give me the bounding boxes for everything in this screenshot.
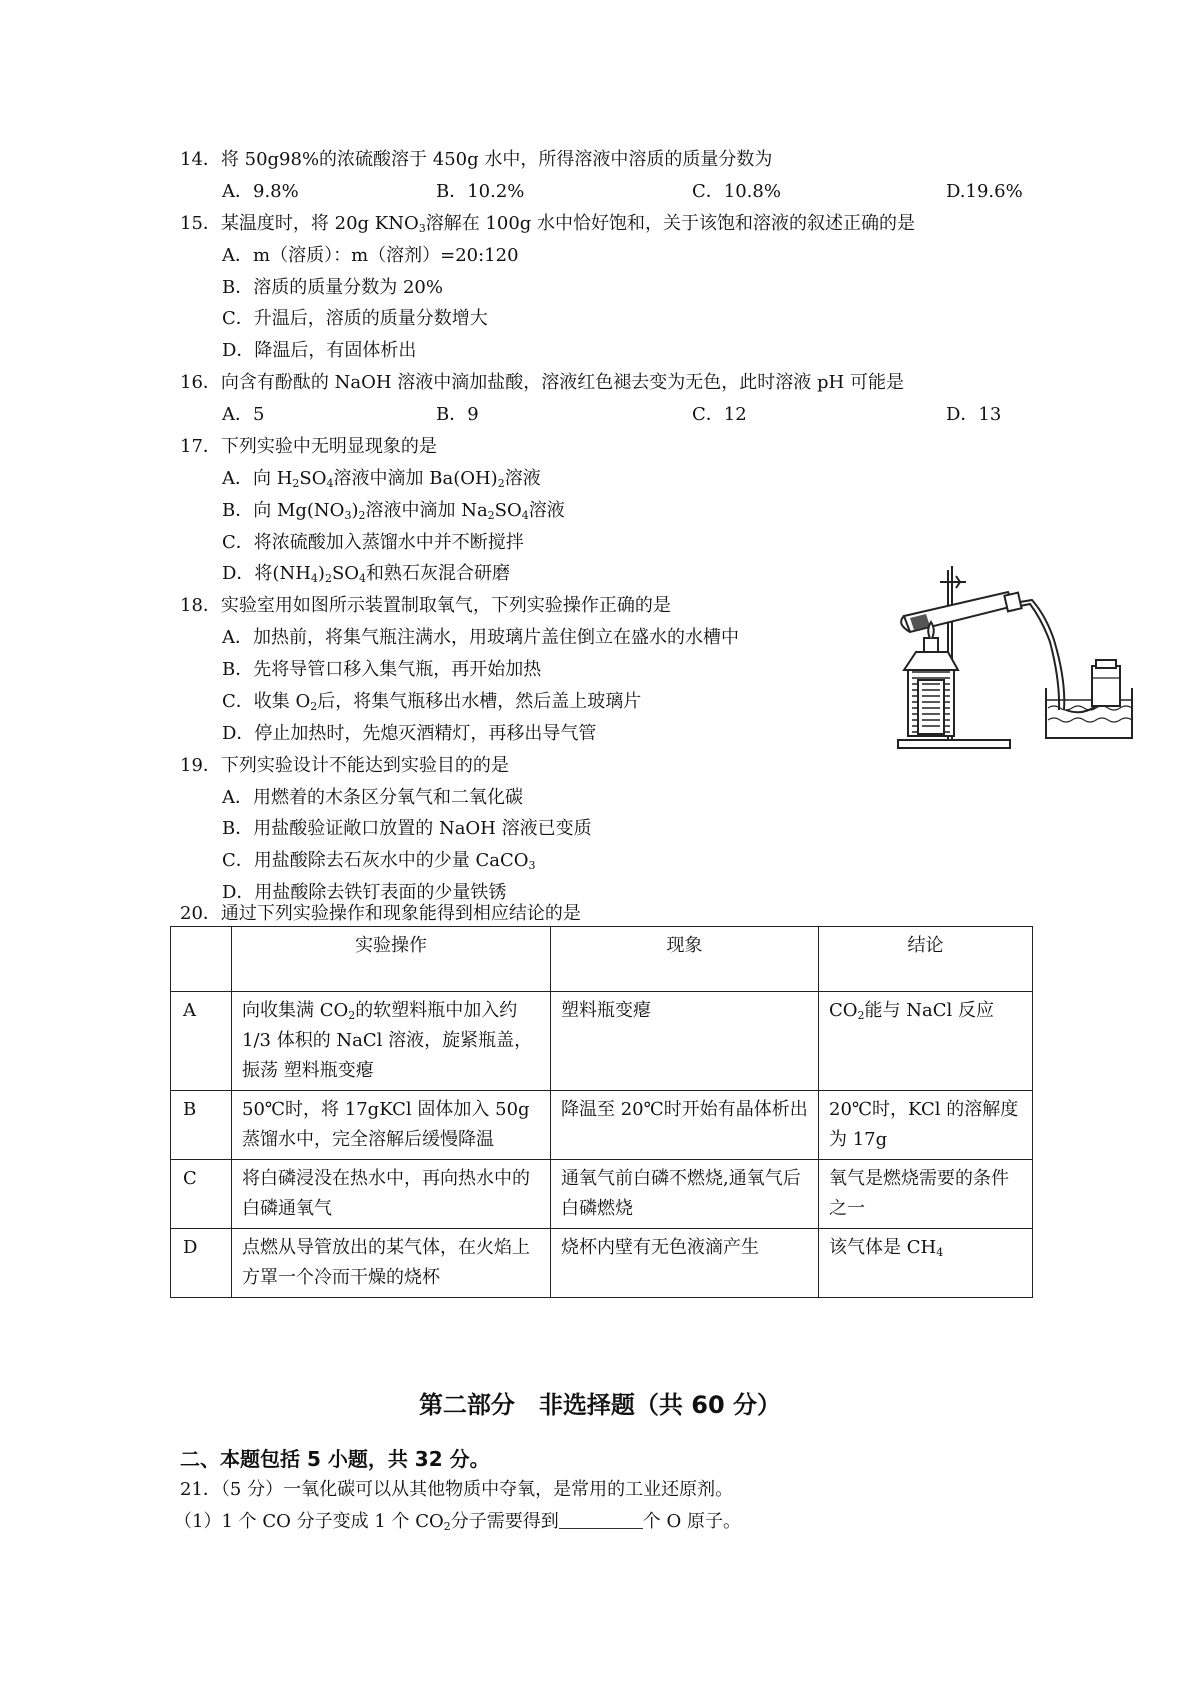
q18-option-c: C．收集 $O_2$后，将集气瓶移出水槽，然后盖上玻璃片 — [222, 691, 642, 713]
table-header-row — [171, 927, 1033, 992]
row-label: C — [171, 1160, 232, 1229]
answer-blank[interactable] — [559, 1510, 643, 1529]
row-phenomenon: 烧杯内壁有无色液滴产生 — [551, 1229, 819, 1298]
q17-option-c: C．将浓硫酸加入蒸馏水中并不断搅拌 — [222, 532, 524, 553]
table-row — [171, 1229, 1033, 1298]
table-header-conclusion: 结论 — [819, 927, 1033, 992]
row-label: D — [171, 1229, 232, 1298]
part2-title: 第二部分 非选择题（共 60 分） — [418, 1391, 782, 1419]
q19-option-c: C．用盐酸除去石灰水中的少量 CaCO$_3$ — [222, 850, 536, 872]
q18-option-d: D．停止加热时，先熄灭酒精灯，再移出导气管 — [222, 723, 597, 744]
q15-option-a: A．m（溶质）：m（溶剂）=20:120 — [222, 245, 519, 266]
q20-stem: 20．通过下列实验操作和现象能得到相应结论的是 — [180, 903, 581, 924]
row-conclusion: 20℃时，KCl 的溶解度为 17g — [819, 1091, 1033, 1160]
q19-option-d: D．用盐酸除去铁钉表面的少量铁锈 — [222, 882, 507, 903]
table-header-blank — [171, 927, 232, 992]
row-operation: 50℃时，将 17gKCl 固体加入 50g 蒸馏水中，完全溶解后缓慢降温 — [232, 1091, 551, 1160]
table-header-phenomenon: 现象 — [551, 927, 819, 992]
q17-option-b: B．向 $Mg(NO_3)_2$溶液中滴加 $Na_2SO_4$溶液 — [222, 500, 565, 522]
q16-stem: 16．向含有酚酞的 NaOH 溶液中滴加盐酸，溶液红色褪去变为无色，此时溶液 pH 可能是 — [180, 372, 904, 393]
row-phenomenon: 降温至 20℃时开始有晶体析出 — [551, 1091, 819, 1160]
oxygen-apparatus-figure — [896, 560, 1136, 760]
q15-stem: 15．某温度时，将 20g $KNO_3$溶解在 100g 水中恰好饱和，关于该饱和溶液的叙述正确的是 — [180, 213, 916, 235]
q14-option-b: B．10.2% — [436, 181, 525, 202]
q16-option-d: D．13 — [946, 404, 1002, 425]
q18-option-a: A．加热前，将集气瓶注满水，用玻璃片盖住倒立在盛水的水槽中 — [222, 627, 739, 648]
row-label: A — [171, 992, 232, 1091]
row-operation: 点燃从导管放出的某气体，在火焰上方罩一个冷而干燥的烧杯 — [232, 1229, 551, 1298]
q20-experiment-table — [170, 926, 1033, 1298]
row-conclusion: $CO_2$能与 NaCl 反应 — [819, 992, 1033, 1091]
q19-option-b: B．用盐酸验证敞口放置的 NaOH 溶液已变质 — [222, 818, 592, 839]
table-header-operation: 实验操作 — [232, 927, 551, 992]
q17-option-a: A．向 $H_2SO_4$溶液中滴加 $Ba(OH)_2$溶液 — [222, 468, 541, 490]
q18-stem: 18．实验室用如图所示装置制取氧气，下列实验操作正确的是 — [180, 595, 671, 616]
table-row — [171, 992, 1033, 1091]
row-phenomenon: 通氧气前白磷不燃烧,通氧气后白磷燃烧 — [551, 1160, 819, 1229]
section-heading: 二、本题包括 5 小题，共 32 分。 — [180, 1447, 490, 1471]
q15-option-b: B．溶质的质量分数为 20% — [222, 277, 443, 298]
q14-option-a: A．9.8% — [222, 181, 299, 202]
q17-stem: 17．下列实验中无明显现象的是 — [180, 436, 437, 457]
q15-option-c: C．升温后，溶质的质量分数增大 — [222, 308, 488, 329]
q16-option-a: A．5 — [222, 404, 265, 425]
q21-stem: 21．（5 分）一氧化碳可以从其他物质中夺氧，是常用的工业还原剂。 — [180, 1479, 734, 1500]
q19-stem: 19．下列实验设计不能达到实验目的的是 — [180, 755, 509, 776]
q16-option-b: B．9 — [436, 404, 479, 425]
q16-option-c: C．12 — [692, 404, 747, 425]
row-operation: 向收集满 $CO_2$的软塑料瓶中加入约 1/3 体积的 NaCl 溶液，旋紧瓶盖，振荡 塑料瓶变瘪 — [232, 992, 551, 1091]
q19-option-a: A．用燃着的木条区分氧气和二氧化碳 — [222, 787, 523, 808]
q18-option-b: B．先将导管口移入集气瓶，再开始加热 — [222, 659, 542, 680]
q14-stem: 14．将 50g98%的浓硫酸溶于 450g 水中，所得溶液中溶质的质量分数为 — [180, 149, 773, 170]
row-conclusion: 该气体是 $CH_4$ — [819, 1229, 1033, 1298]
row-conclusion: 氧气是燃烧需要的条件之一 — [819, 1160, 1033, 1229]
table-row — [171, 1091, 1033, 1160]
row-label: B — [171, 1091, 232, 1160]
q14-option-c: C．10.8% — [692, 181, 781, 202]
q17-option-d: D．将$(NH_4)_2SO_4$和熟石灰混合研磨 — [222, 563, 511, 585]
q15-option-d: D．降温后，有固体析出 — [222, 340, 417, 361]
q14-option-d: D.19.6% — [946, 181, 1023, 202]
row-operation: 将白磷浸没在热水中，再向热水中的白磷通氧气 — [232, 1160, 551, 1229]
row-phenomenon: 塑料瓶变瘪 — [551, 992, 819, 1091]
table-row — [171, 1160, 1033, 1229]
q21-sub1: （1）1 个 CO 分子变成 1 个 $CO_2$分子需要得到 个 O 原子。 — [174, 1511, 741, 1533]
